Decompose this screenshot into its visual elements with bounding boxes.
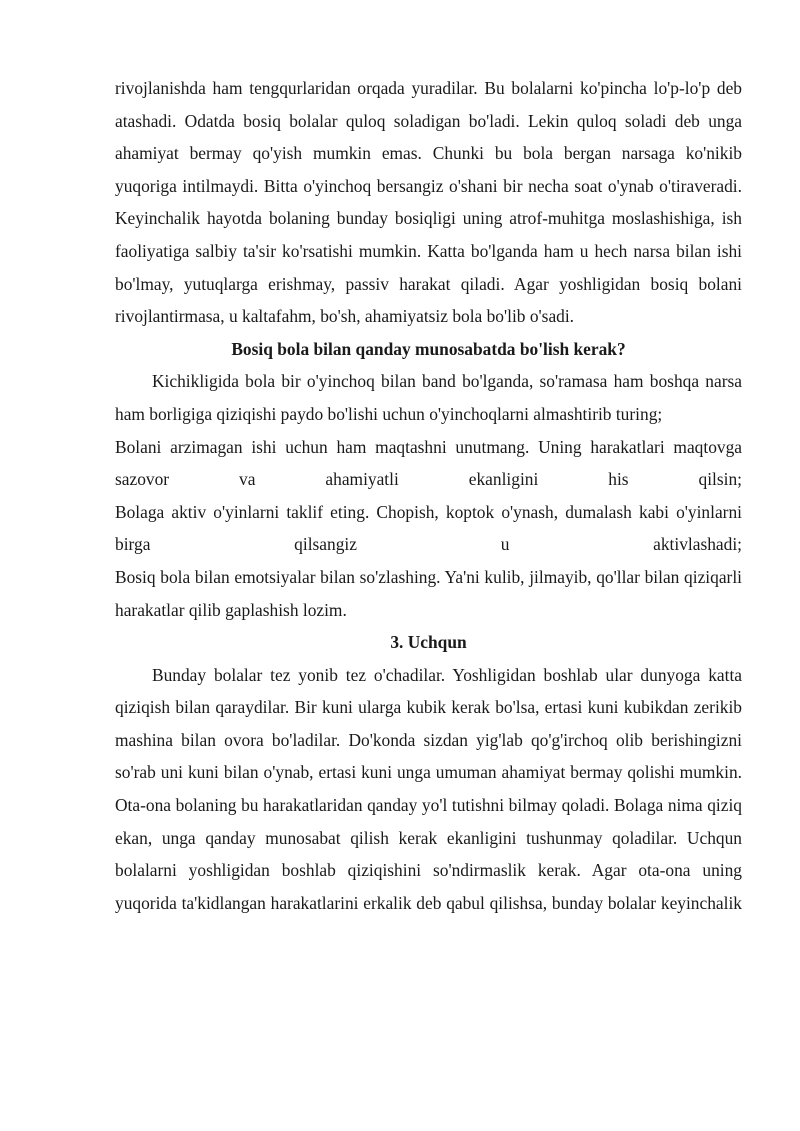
advice-paragraph-praise: Bolani arzimagan ishi uchun ham maqtashni unutmang. Uning harakatlari maqtovga sazovor va ahamiyatli ekanligini his qilsin;	[115, 436, 742, 490]
advice-paragraph-active-games: Bolaga aktiv o'yinlarni taklif eting. Chopish, koptok o'ynash, dumalash kabi o'yinlarni birga qilsangiz u aktivlashadi;	[115, 501, 742, 555]
advice-paragraph-toys: Kichikligida bola bir o'yinchoq bilan band bo'lganda, so'ramasa ham boshqa narsa ham borligiga qiziqishi paydo bo'lishi uchun o'yinchoqlarni almashtirib turing;	[115, 371, 742, 424]
section-heading-uchqun: 3. Uchqun	[390, 632, 467, 653]
paragraph-intro: rivojlanishda ham tengqurlaridan orqada yuradilar. Bu bolalarni ko'pincha lo'p-lo'p deb atashadi. Odatda bosiq bolalar quloq soladigan bo'ladi. Lekin quloq soladi deb unga ahamiyat bermay qo'yish mumkin emas. Chunki bu bola bergan narsaga ko'nikib yuqoriga intilmaydi. Bitta o'yinchoq bersangiz o'shani bir necha soat o'ynab o'tiraveradi. Keyinchalik hayotda bolaning bunday bosiqligi uning atrof-muhitga moslashishiga, ish faoliyatiga salbiy ta'sir ko'rsatishi mumkin. Katta bo'lganda ham u hech narsa bilan ishi bo'lmay, yutuqlarga erishmay, passiv harakat qiladi. Agar yoshligidan bosiq bolani rivojlantirmasa, u kaltafahm, bo'sh, ahamiyatsiz bola bo'lib o'sadi.	[115, 78, 742, 327]
paragraph-uchqun: Bunday bolalar tez yonib tez o'chadilar. Yoshligidan boshlab ular dunyoga katta qiziqish bilan qaraydilar. Bir kuni ularga kubik kerak bo'lsa, ertasi kuni kubikdan zerikib mashina bilan ovora bo'ladilar. Do'konda sizdan yig'lab qo'g'irchoq olib berishingizni so'rab uni kuni bilan o'ynab, ertasi kuni unga umuman ahamiyat bermay qolishi mumkin. Ota-ona bolaning bu harakatlaridan qanday yo'l tutishni bilmay qoladi. Bolaga nima qiziq ekan, unga qanday munosabat qilish kerak ekanligini tushunmay qoladilar. Uchqun bolalarni yoshligidan boshlab qiziqishini so'ndirmaslik kerak. Agar ota-ona uning yuqorida ta'kidlangan harakatlarini erkalik deb qabul qilishsa, bunday bolalar keyinchalik	[115, 664, 742, 913]
document-page	[115, 72, 742, 919]
section-heading-bosiq: Bosiq bola bilan qanday munosabatda bo'lish kerak?	[231, 338, 626, 359]
advice-paragraph-emotions: Bosiq bola bilan emotsiyalar bilan so'zlashing. Ya'ni kulib, jilmayib, qo'llar bilan qiziqarli harakatlar qilib gaplashish lozim.	[115, 566, 742, 620]
